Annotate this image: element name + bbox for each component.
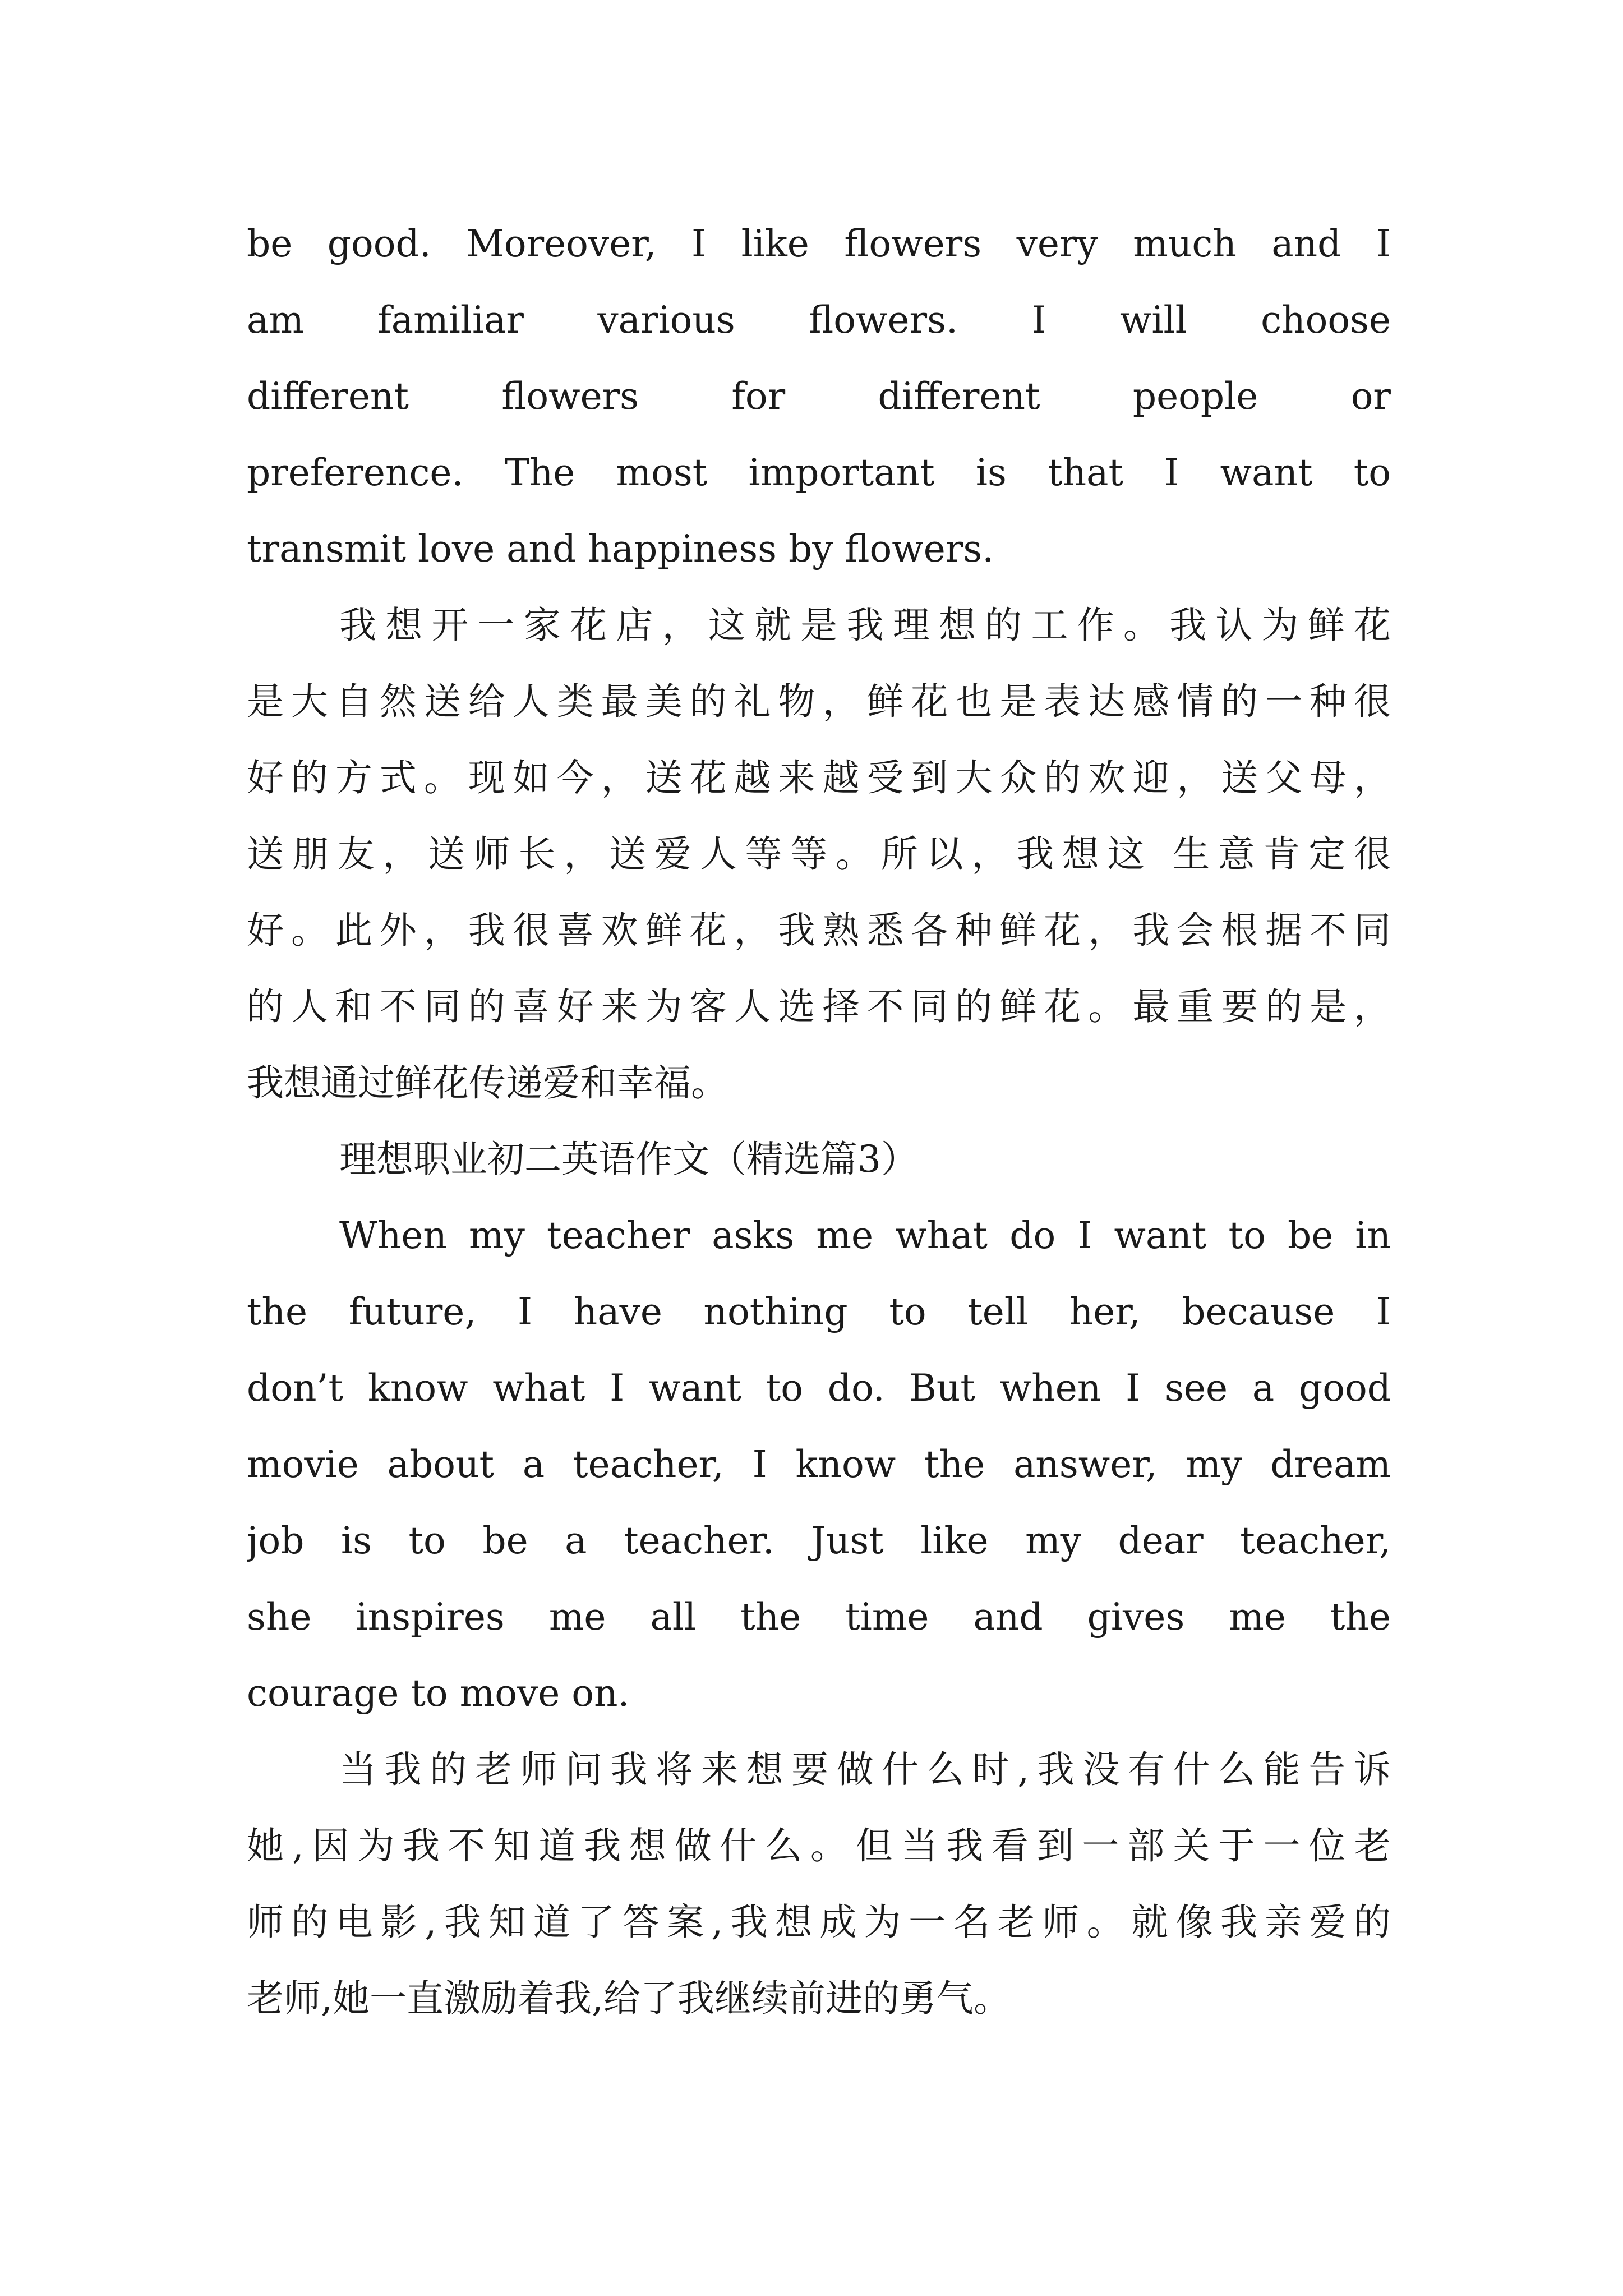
text-line: 的人和不同的喜好来为客人选择不同的鲜花。最重要的是， bbox=[247, 985, 1391, 1028]
text-line: transmit love and happiness by flowers. bbox=[247, 527, 994, 570]
text-line: don’t know what I want to do. But when I see a good bbox=[247, 1366, 1391, 1410]
text-line: 老师,她一直激励着我,给了我继续前进的勇气。 bbox=[247, 1977, 1011, 2020]
text-line: 师的电影,我知道了答案,我想成为一名老师。就像我亲爱的 bbox=[247, 1901, 1391, 1944]
text-line: 她,因为我不知道我想做什么。但当我看到一部关于一位老 bbox=[247, 1824, 1391, 1867]
text-line: 我想开一家花店，这就是我理想的工作。我认为鲜花 bbox=[339, 604, 1391, 647]
text-line: 当我的老师问我将来想要做什么时,我没有什么能告诉 bbox=[339, 1748, 1391, 1791]
text-line: she inspires me all the time and gives me the bbox=[247, 1595, 1391, 1639]
text-line: be good. Moreover, I like flowers very much and I bbox=[247, 222, 1391, 265]
text-line: 我想通过鲜花传递爱和幸福。 bbox=[247, 1061, 728, 1105]
text-line: 好的方式。现如今，送花越来越受到大众的欢迎，送父母， bbox=[247, 756, 1391, 799]
text-line: am familiar various flowers. I will choose bbox=[247, 298, 1391, 342]
text-line: 是大自然送给人类最美的礼物，鲜花也是表达感情的一种很 bbox=[247, 680, 1391, 723]
text-line: When my teacher asks me what do I want to be in bbox=[339, 1214, 1391, 1257]
section-heading: 理想职业初二英语作文（精选篇3） bbox=[339, 1138, 918, 1181]
text-line: job is to be a teacher. Just like my dear teacher, bbox=[247, 1519, 1391, 1562]
text-line: courage to move on. bbox=[247, 1672, 630, 1715]
text-line: 好。此外，我很喜欢鲜花，我熟悉各种鲜花，我会根据不同 bbox=[247, 909, 1391, 952]
text-line: preference. The most important is that I want to bbox=[247, 451, 1391, 494]
text-line: different flowers for different people or bbox=[247, 375, 1391, 418]
text-line: 送朋友，送师长，送爱人等等。所以，我想这 生意肯定很 bbox=[247, 832, 1391, 876]
text-line: the future, I have nothing to tell her, because I bbox=[247, 1290, 1391, 1333]
text-line: movie about a teacher, I know the answer, my dream bbox=[247, 1443, 1391, 1486]
